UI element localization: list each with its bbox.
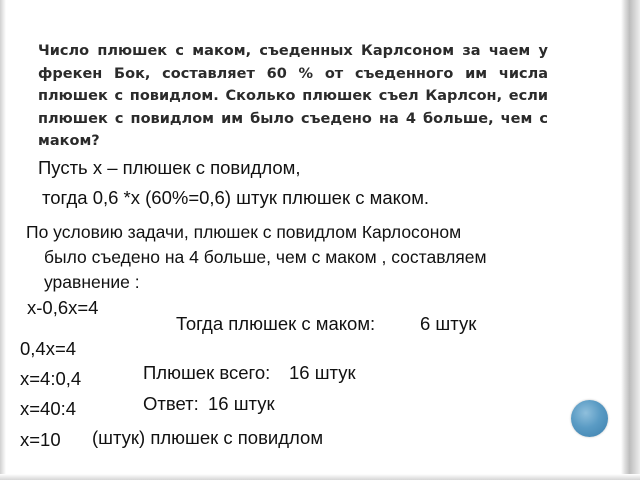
condition-line: уравнение : [44, 272, 140, 292]
equation-step-1: х-0,6х=4 [27, 297, 99, 318]
poppy-label: Тогда плюшек с маком: [176, 313, 376, 334]
total-value: 16 штук [289, 362, 356, 383]
slide-bottom-border [0, 474, 640, 480]
jam-result-label: (штук) плюшек с повидлом [92, 427, 324, 448]
equation-step-4: х=40:4 [20, 398, 77, 419]
slide-left-border [0, 0, 6, 480]
slide-right-border [621, 0, 640, 480]
condition-line: было съедено на 4 больше, чем с маком , составляем [44, 247, 487, 267]
condition-line: По условию задачи, плюшек с повидлом Карлосоном [26, 222, 462, 242]
let-statement: Пусть х – плюшек с повидлом, [38, 157, 301, 178]
poppy-value: 6 штук [420, 313, 477, 334]
answer-value: 16 штук [208, 393, 275, 414]
equation-step-5: х=10 [20, 429, 61, 450]
then-statement: тогда 0,6 *х (60%=0,6) штук плюшек с маком. [42, 187, 430, 208]
problem-statement: Число плюшек с маком, съеденных Карлсоном за чаем у фрекен Бок, составляет 60 % от съеденного им числа плюшек с повидлом. Сколько плюшек съел Карлсон, если плюшек с повидлом им было съедено на 4 больше, чем с маком? [38, 43, 548, 149]
condition-paragraph [26, 220, 536, 295]
decorative-circle-icon [571, 400, 608, 437]
total-label: Плюшек всего: [143, 362, 271, 383]
answer-label: Ответ: [143, 393, 199, 414]
equation-step-2: 0,4х=4 [20, 338, 77, 359]
equation-step-3: х=4:0,4 [20, 368, 82, 389]
